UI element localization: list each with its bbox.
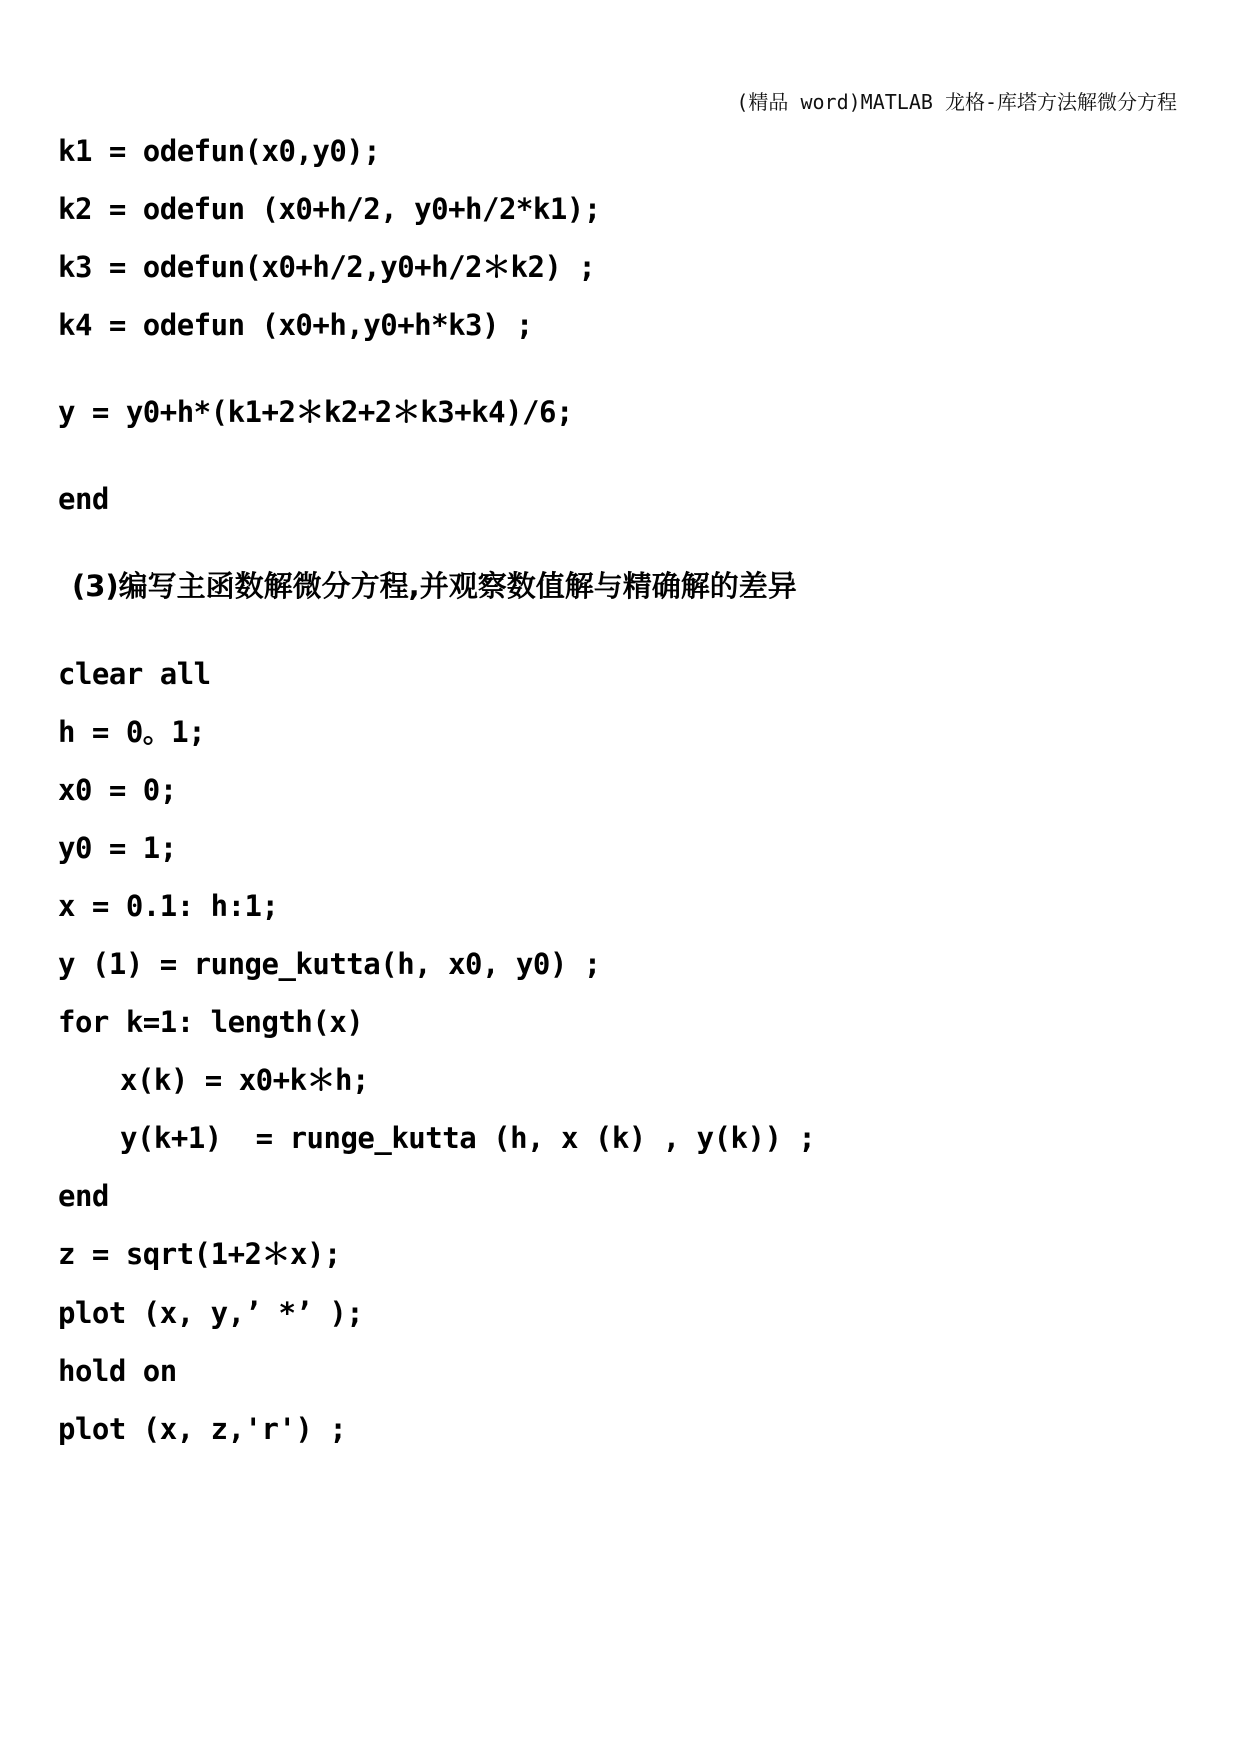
code-line-y: y = y0+h*(k1+2＊k2+2＊k3+k4)/6; (58, 395, 573, 429)
code-line-k3: k3 = odefun(x0+h/2,y0+h/2＊k2) ; (58, 250, 596, 284)
code-line-y1: y (1) = runge_kutta(h, x0, y0) ; (58, 947, 601, 981)
code-line-x-range: x = 0.1: h:1; (58, 889, 279, 923)
section-heading: (3)编写主函数解微分方程,并观察数值解与精确解的差异 (72, 569, 797, 603)
code-line-k4: k4 = odefun (x0+h,y0+h*k3) ; (58, 308, 533, 342)
code-line-xk: x(k) = x0+k＊h; (120, 1063, 369, 1097)
code-line-plot-z: plot (x, z,'r') ; (58, 1412, 347, 1446)
code-line-yk1: y(k+1) = runge_kutta (h, x (k) , y(k)) ; (120, 1121, 816, 1155)
code-line-k2: k2 = odefun (x0+h/2, y0+h/2*k1); (58, 192, 601, 226)
code-line-k1: k1 = odefun(x0,y0); (58, 134, 381, 168)
code-line-y0: y0 = 1; (58, 831, 177, 865)
code-line-end-function: end (58, 482, 109, 516)
code-line-for: for k=1: length(x) (58, 1005, 364, 1039)
code-line-h: h = 0。1; (58, 715, 206, 749)
code-line-hold-on: hold on (58, 1354, 177, 1388)
code-line-z: z = sqrt(1+2＊x); (58, 1237, 341, 1271)
code-line-plot-y: plot (x, y,’ *’ ); (58, 1296, 364, 1330)
code-line-clear-all: clear all (58, 657, 211, 691)
page-header: (精品 word)MATLAB 龙格-库塔方法解微分方程 (736, 90, 1177, 114)
code-line-x0: x0 = 0; (58, 773, 177, 807)
code-line-end-loop: end (58, 1179, 109, 1213)
